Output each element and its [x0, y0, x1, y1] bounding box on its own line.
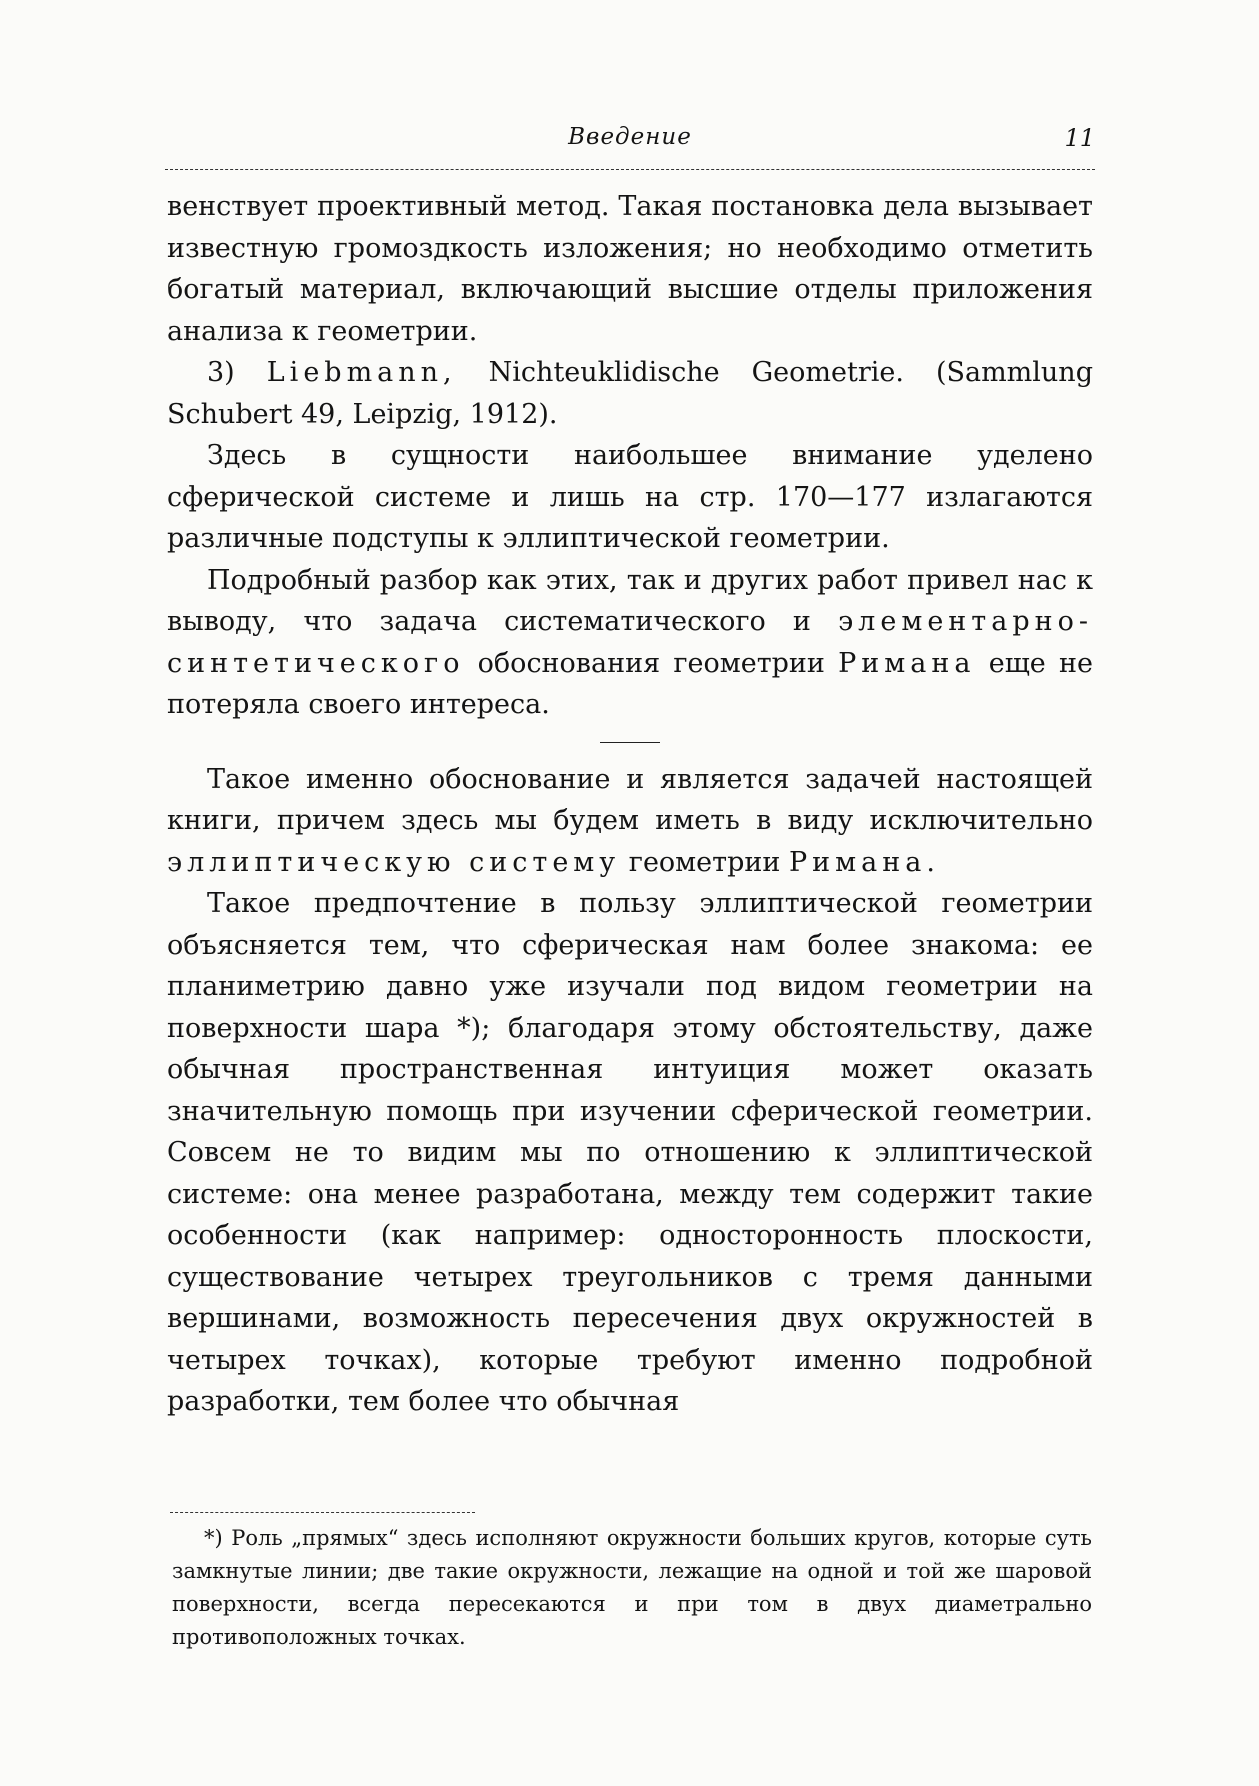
paragraph-liebmann-note: Здесь в сущности наибольшее внимание уделено сферической системе и лишь на стр. 170—177 излагаются различные подступы к эллиптической геометрии. — [167, 440, 1093, 554]
page-number: 11 — [1064, 124, 1095, 152]
reference-liebmann — [167, 352, 1093, 435]
body-text — [167, 186, 1093, 1423]
text-run: геометрии — [628, 846, 781, 878]
emphasis-riemann: Римана — [838, 647, 976, 679]
reference-author: Liebmann, — [266, 357, 457, 388]
text-run: Такое именно обоснование и является задачей настоящей книги, причем здесь мы будем иметь в виду исключительно — [167, 763, 1093, 836]
paragraph-book-goal — [167, 759, 1093, 884]
running-title: Введение — [568, 124, 692, 150]
emphasis-riemann: Римана. — [788, 846, 940, 878]
footnote — [172, 1522, 1092, 1654]
emphasis-spaced: элементарно-синтетического — [167, 606, 1093, 679]
reference-number: 3) — [207, 357, 235, 388]
text-run: обоснования геометрии — [477, 647, 825, 679]
paragraph-preference: Такое предпочтение в пользу эллиптической геометрии объясняется тем, что сферическая нам более знакома: ее планиметрию давно уже изучали под видом геометрии на поверхности шара *); благодаря этому обстоятельству, даже обычная пространственная интуиция может оказать значительную помощь при изучении сферической геометрии. Совсем не то видим мы по отношению к эллиптической системе: она менее разработана, между тем содержит такие особенности (как например: односторонность плоскости, существование четырех треугольников с тремя данными вершинами, возможность пересечения двух окружностей в четырех точках), которые требуют именно подробной разработки, тем более что обычная — [167, 888, 1093, 1417]
text-run: Подробный разбор как этих, так и других работ привел нас к выводу, что задача систематического и — [167, 564, 1093, 637]
running-head — [165, 124, 1095, 160]
paragraph-continuation: венствует проективный метод. Такая постановка дела вызывает известную громоздкость изложения; но необходимо отметить богатый материал, включающий высшие отделы приложения анализа к геометрии. — [167, 191, 1093, 347]
emphasis-elliptic-system: эллиптическую систему — [167, 846, 621, 878]
footnote-rule — [170, 1512, 475, 1513]
reference-title: Nichteuklidische Geometrie. (Sammlung Schubert 49, Leipzig, 1912). — [167, 357, 1093, 430]
text-run: еще не потеряла своего интереса. — [167, 647, 1093, 720]
header-rule — [165, 169, 1095, 170]
footnote-text: *) Роль „прямых“ здесь исполняют окружности больших кругов, которые суть замкнутые линии; две такие окружности, лежащие на одной и той же шаровой поверхности, всегда пересекаются и при том в двух диаметрально противоположных точках. — [172, 1526, 1092, 1649]
paragraph-conclusion — [167, 560, 1093, 726]
section-divider — [600, 742, 660, 743]
